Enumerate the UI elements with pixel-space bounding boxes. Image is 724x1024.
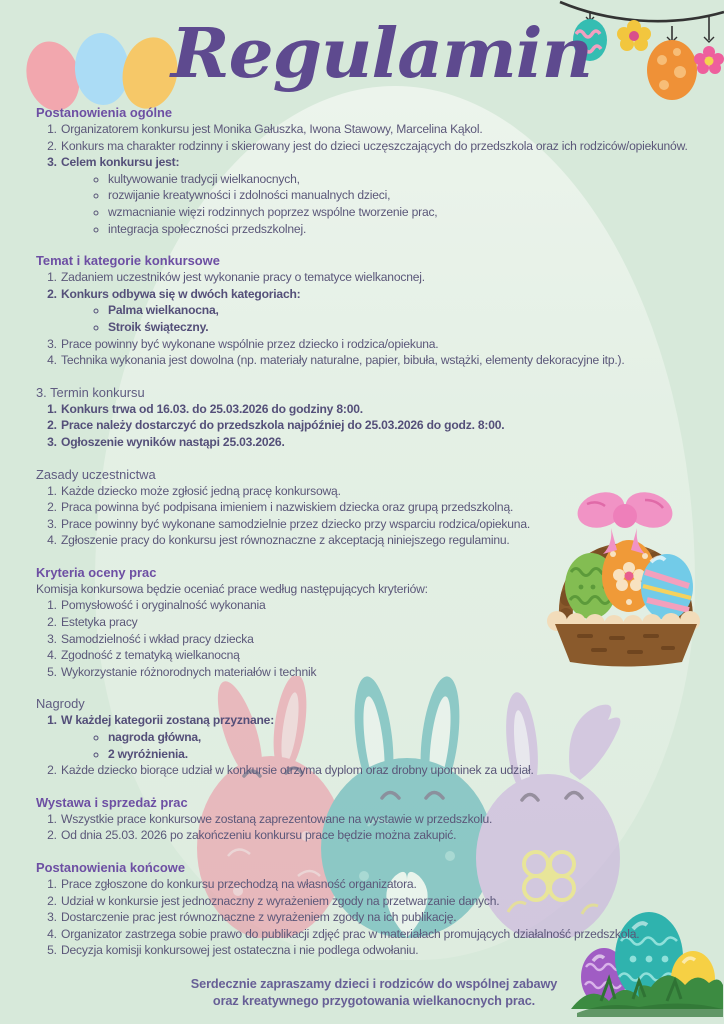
section-list: [36, 712, 712, 778]
list-item: [60, 827, 712, 844]
list-item-text: Udział w konkursie jest jednoznaczny z wyrażeniem zgody na przetwarzanie danych.: [61, 893, 500, 908]
closing-line-2: oraz kreatywnego przygotowania wielkanocnych prac.: [212, 994, 536, 1009]
section-list: [36, 597, 712, 680]
list-item: [60, 893, 712, 910]
list-item-text: Celem konkursu jest:: [61, 155, 180, 170]
list-item: [60, 712, 712, 762]
list-item-text: Zadaniem uczestników jest wykonanie pracy o tematyce wielkanocnej.: [61, 270, 425, 285]
list-item: [60, 138, 712, 155]
list-item: [60, 336, 712, 353]
list-item: [60, 909, 712, 926]
section-zasady-uczestnictwa: [36, 466, 712, 549]
sub-list-item: ◦ nagroda główna,: [108, 729, 712, 746]
section-list: [36, 811, 712, 844]
section-heading: Postanowienia końcowe: [36, 860, 185, 875]
list-item: [60, 532, 712, 549]
page-title: [158, 2, 604, 106]
regulation-content: [36, 104, 712, 1011]
pink-flower-icon: [694, 46, 724, 74]
yellow-flower-icon: [617, 20, 651, 51]
list-item-text: Pomysłowość i oryginalność wykonania: [61, 598, 266, 613]
list-item: [60, 417, 712, 434]
list-item: [60, 154, 712, 237]
section-heading: 3. Termin konkursu: [36, 384, 145, 400]
list-item-text: Każde dziecko biorące udział w konkursie otrzyma dyplom oraz drobny upominek za udział.: [61, 763, 534, 778]
list-item-text: Każde dziecko może zgłosić jedną pracę konkursową.: [61, 483, 341, 498]
sub-list: [61, 302, 712, 335]
section-heading: Zasady uczestnictwa: [36, 466, 156, 482]
section-list: [36, 401, 712, 451]
list-item: [60, 483, 712, 500]
list-item: [60, 499, 712, 516]
page-title-text: Regulamin: [170, 14, 592, 94]
section-list: [36, 121, 712, 237]
list-item-text: Zgodność z tematyką wielkanocną: [61, 648, 240, 663]
sub-list-item: ◦ integracja społeczności przedszkolnej.: [108, 221, 712, 238]
list-item: [60, 516, 712, 533]
sub-list-item: ◦ Palma wielkanocna,: [108, 302, 712, 319]
list-item: [60, 614, 712, 631]
section-list: [36, 269, 712, 369]
list-item: [60, 942, 712, 959]
list-item-text: Wykorzystanie różnorodnych materiałów i technik: [61, 664, 317, 679]
list-item-text: Wszystkie prace konkursowe zostaną zaprezentowane na wystawie w przedszkolu.: [61, 811, 493, 826]
closing-invitation: [36, 976, 712, 1011]
section-heading: Wystawa i sprzedaż prac: [36, 794, 188, 810]
list-item-text: Organizatorem konkursu jest Monika Gałuszka, Iwona Stawowy, Marcelina Kąkol.: [61, 122, 483, 136]
section-temat-i-kategorie: [36, 252, 712, 369]
list-item-text: Prace należy dostarczyć do przedszkola najpóźniej do 25.03.2026 do godz. 8:00.: [61, 418, 505, 433]
section-termin-konkursu: [36, 384, 712, 451]
sub-list-item: ◦ Stroik świąteczny.: [108, 319, 712, 336]
list-item: [60, 597, 712, 614]
list-item-text: Organizator zastrzega sobie prawo do publikacji zdjęć prac w materiałach promujących działalność przedszkola.: [61, 926, 640, 941]
sub-list-item: ◦ wzmacnianie więzi rodzinnych poprzez wspólne tworzenie prac,: [108, 204, 712, 221]
list-item-text: Dostarczenie prac jest równoznaczne z wyrażeniem zgody na ich publikację.: [61, 910, 457, 925]
sub-list-item: ◦ 2 wyróżnienia.: [108, 746, 712, 763]
section-heading: Kryteria oceny prac: [36, 564, 157, 580]
section-postanowienia-koncowe: [36, 859, 712, 959]
list-item-text: Decyzja komisji konkursowej jest ostateczna i nie podlega odwołaniu.: [61, 943, 419, 958]
section-list: [36, 483, 712, 549]
list-item-text: Konkurs odbywa się w dwóch kategoriach:: [61, 286, 301, 301]
sub-list: [61, 171, 712, 237]
section-heading: Temat i kategorie konkursowe: [36, 253, 220, 269]
list-item-text: Zgłoszenie pracy do konkursu jest równoznaczne z akceptacją niniejszego regulaminu.: [61, 533, 510, 548]
section-wystawa-i-sprzedaz: [36, 794, 712, 844]
section-kryteria-oceny-prac: [36, 564, 712, 681]
sections: [36, 104, 712, 959]
closing-line-1: Serdecznie zapraszamy dzieci i rodziców do wspólnej zabawy: [190, 976, 558, 991]
list-item-text: Prace powinny być wykonane samodzielnie przez dziecko przy wsparciu rodzica/opiekuna.: [61, 516, 531, 531]
sub-list-item: ◦ kultywowanie tradycji wielkanocnych,: [108, 171, 712, 188]
list-item-text: Technika wykonania jest dowolna (np. materiały naturalne, papier, bibuła, wstążki, elementy dekoracyjne itp.).: [61, 353, 625, 368]
list-item-text: Ogłoszenie wyników nastąpi 25.03.2026.: [61, 434, 285, 449]
list-item: [60, 269, 712, 286]
list-item: [60, 121, 712, 138]
list-item-text: Prace powinny być wykonane wspólnie przez dziecko i rodzica/opiekuna.: [61, 336, 439, 351]
list-item: [60, 647, 712, 664]
section-intro: Komisja konkursowa będzie oceniać prace według następujących kryteriów:: [36, 581, 428, 596]
list-item-text: W każdej kategorii zostaną przyznane:: [61, 713, 275, 728]
list-item-text: Konkurs trwa od 16.03. do 25.03.2026 do godziny 8:00.: [61, 401, 363, 416]
list-item-text: Konkurs ma charakter rodzinny i skierowany jest do dzieci uczęszczających do przedszkola oraz ich rodziców/opiekunów.: [61, 138, 688, 153]
section-heading: Nagrody: [36, 696, 85, 712]
section-nagrody: [36, 695, 712, 778]
list-item-text: Prace zgłoszone do konkursu przechodzą na własność organizatora.: [61, 877, 417, 891]
section-list: [36, 876, 712, 959]
list-item: [60, 434, 712, 451]
list-item: [60, 631, 712, 648]
sub-list-item: ◦ rozwijanie kreatywności i zdolności manualnych dzieci,: [108, 187, 712, 204]
section-postanowienia-ogolne: [36, 104, 712, 237]
list-item: [60, 352, 712, 369]
list-item: [60, 401, 712, 418]
list-item: [60, 811, 712, 828]
list-item: [60, 926, 712, 943]
list-item-text: Praca powinna być podpisana imieniem i nazwiskiem dziecka oraz grupą przedszkolną.: [61, 500, 514, 515]
section-heading: Postanowienia ogólne: [36, 105, 173, 120]
list-item: [60, 762, 712, 779]
list-item: [60, 664, 712, 681]
list-item-text: Estetyka pracy: [61, 615, 138, 630]
list-item-text: Samodzielność i wkład pracy dziecka: [61, 631, 254, 646]
list-item-text: Od dnia 25.03. 2026 po zakończeniu konkursu prace będzie można zakupić.: [61, 828, 457, 843]
list-item: [60, 876, 712, 893]
list-item: [60, 286, 712, 336]
sub-list: [61, 729, 712, 762]
